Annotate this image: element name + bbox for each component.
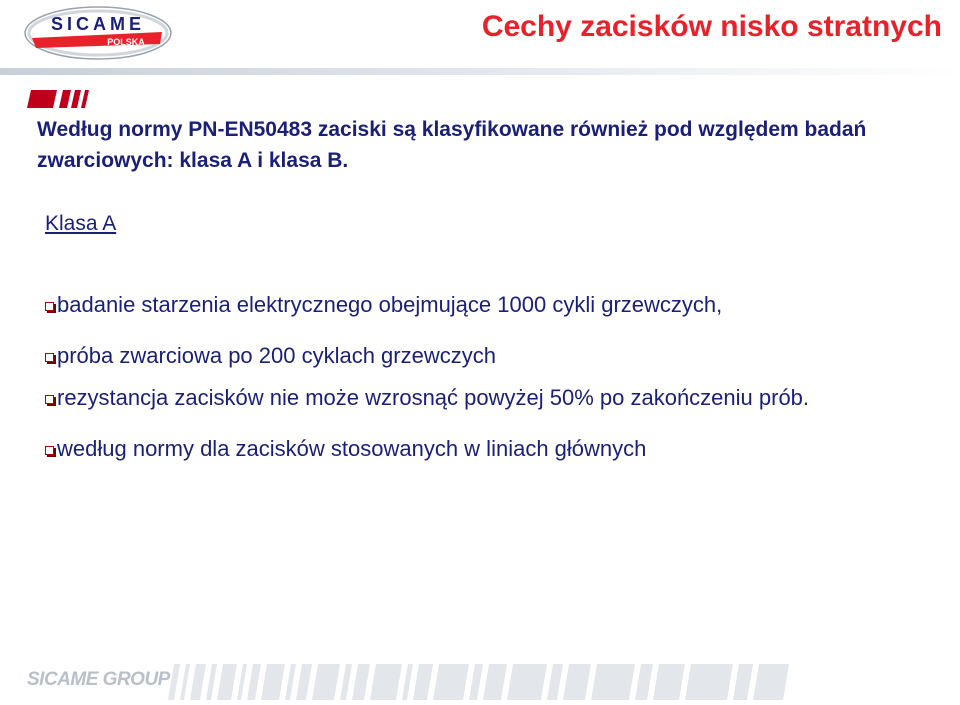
square-bullet-icon	[45, 302, 54, 311]
red-stripes-decoration	[27, 90, 91, 108]
list-item-text: rezystancja zacisków nie może wzrosnąć powyżej 50% po zakończeniu prób.	[57, 385, 810, 410]
footer-brand: SICAME GROUP	[27, 669, 170, 690]
footer-stripes-decoration	[168, 664, 960, 700]
header-divider	[0, 68, 960, 75]
list-item-text: próba zwarciowa po 200 cyklach grzewczych	[57, 343, 496, 368]
list-item	[45, 434, 905, 464]
slide-title: Cechy zacisków nisko stratnych	[481, 10, 942, 43]
list-item	[45, 383, 905, 413]
list-item-text: według normy dla zacisków stosowanych w liniach głównych	[57, 436, 647, 461]
bullet-list	[45, 290, 905, 464]
intro-paragraph: Według normy PN-EN50483 zaciski są klasyfikowane również pod względem badań zwarciowych: klasa A i klasa B.	[37, 118, 867, 172]
logo-sub: POLSKA	[107, 37, 145, 47]
list-item	[45, 290, 905, 320]
list-item	[45, 341, 905, 371]
section-heading-klasa-a: Klasa A	[45, 212, 117, 235]
square-bullet-icon	[45, 395, 54, 404]
sicame-polska-logo	[22, 4, 174, 62]
square-bullet-icon	[45, 446, 54, 455]
logo-name: SICAME	[50, 14, 146, 34]
square-bullet-icon	[45, 353, 54, 362]
list-item-text: badanie starzenia elektrycznego obejmujące 1000 cykli grzewczych,	[57, 292, 723, 317]
